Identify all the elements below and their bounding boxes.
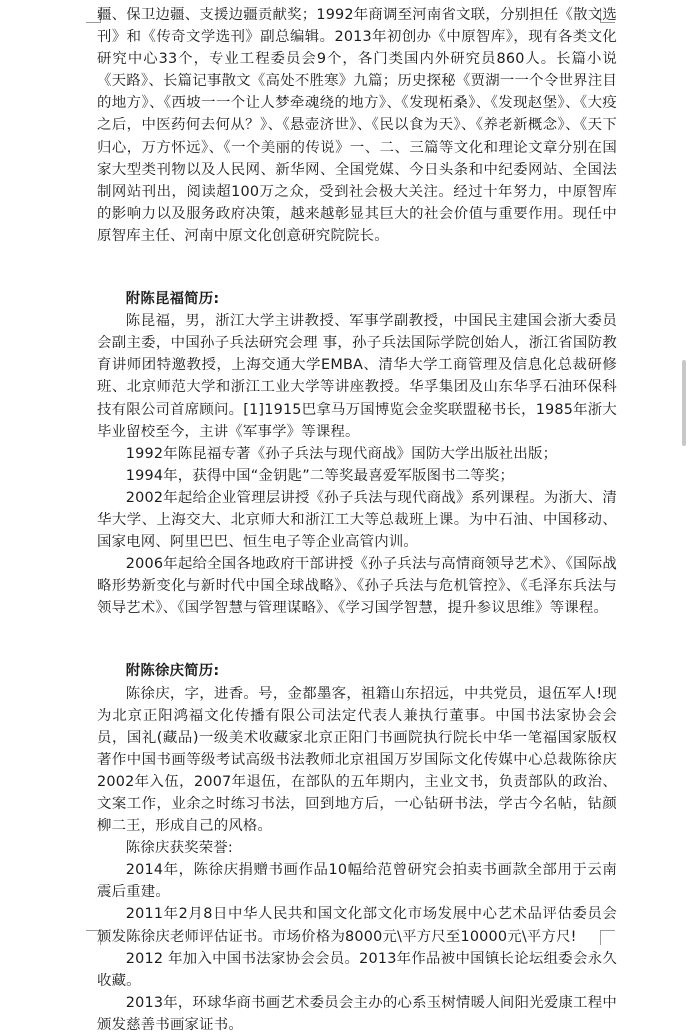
chen-xuqing-paragraph: 陈徐庆，字，进香。号，金都墨客，祖籍山东招远，中共党员，退伍军人!现为北京正阳鸿福文化传播有限公司法定代表人兼执行董事。中国书法家协会会员，国礼(藏品)一级美术收藏家北京正阳门书画院执行院长中华一笔福国家版权著作中国书画等级考试高级书法教师北京祖国万岁国际文化传媒中心总裁陈徐庆2002年入伍，2007年退伍，在部队的五年期内，主业文书，负责部队的政治、文案工作，业余之时练习书法，回到地方后，一心钻研书法，学古今名帖，钻颜柳二王，形成自己的风格。 (97, 685, 617, 835)
section-title-chen-xuqing: 附陈徐庆简历: (125, 663, 220, 680)
chen-kunfu-paragraph: 陈昆福，男，浙江大学主讲教授、军事学副教授，中国民主建国会浙大委员会副主委，中国孙子兵法研究会理 事，孙子兵法国际学院创始人，浙江省国防教育讲师团特邀教授，上海交通大学EMBA、清华大学工商管理及信息化总裁研修班、北京师范大学和浙江工业大学等讲座教授。华孚集团及山东华孚石油环保科技有限公司首席顾问。[1]1915巴拿马万国博览会金奖联盟秘书长，1985年浙大毕业留校至今，主讲《军事学》等课程。 (97, 313, 617, 440)
chen-kunfu-paragraph: 1992年陈昆福专著《孙子兵法与现代商战》国防大学出版社出版； (125, 445, 558, 462)
document-body (97, 4, 617, 1036)
section-spacer (97, 619, 617, 641)
chen-xuqing-paragraph: 2013年，环球华商书画艺术委员会主办的心系玉树情暖人间阳光爱康工程中颁发慈善书画家证书。 (97, 994, 617, 1033)
section-spacer (97, 641, 617, 660)
vertical-scrollbar[interactable] (682, 360, 686, 446)
chen-kunfu-paragraph: 2002年起给企业管理层讲授《孙子兵法与现代商战》系列课程。为浙大、清华大学、上海交大、北京师大和浙江工大等总裁班上课。为中石油、中国移动、国家电网、阿里巴巴、恒生电子等企业高管内训。 (97, 489, 617, 551)
intro-paragraph: 疆、保卫边疆、支援边疆贡献奖；1992年商调至河南省文联，分别担任《散文选刊》和《传奇文学选刊》副总编辑。2013年初创办《中原智库》，现有各类文化研究中心33个，专业工程委员会9个，各门类国内外研究员860人。长篇小说《天路》、长篇记事散文《高处不胜寒》九篇；历史探秘《贾湖一一个令世界注目的地方》、《西坡一一个让人梦牵魂绕的地方》、《发现柘桑》、《发现赵堡》、《大疫之后，中医药何去何从？》、《悬壶济世》、《民以食为天》、《养老新概念》、《天下归心，万方怀远》、《一个美丽的传说》一、二、三篇等文化和理论文章分别在国家大型类刊物以及人民网、新华网、全国党媒、今日头条和中纪委网站、全国法制网站刊出，阅读超100万之众，受到社会极大关注。经过十年努力，中原智库的影响力以及服务政府决策，越来越彰显其巨大的社会价值与重要作用。现任中原智库主任、河南中原文化创意研究院院长。 (97, 7, 617, 244)
section-spacer (97, 247, 617, 269)
chen-xuqing-paragraph: 2011年2月8日中华人民共和国文化部文化市场发展中心艺术品评估委员会颁发陈徐庆老师评估证书。市场价格为8000元\平方尺至10000元\平方尺! (97, 906, 617, 945)
chen-xuqing-paragraph: 2014年，陈徐庆捐赠书画作品10幅给范曾研究会拍卖书画款全部用于云南震后重建。 (97, 862, 617, 901)
chen-xuqing-paragraph: 2012 年加入中国书法家协会会员。2013年作品被中国镇长论坛组委会永久收藏。 (97, 950, 617, 989)
chen-kunfu-paragraph: 1994年，获得中国“金钥匙”二等奖最喜爱军版图书二等奖； (125, 467, 515, 484)
section-spacer (97, 269, 617, 288)
chen-kunfu-paragraph: 2006年起给全国各地政府干部讲授《孙子兵法与高情商领导艺术》、《国际战略形势新变化与新时代中国全球战略》、《孙子兵法与危机管控》、《毛泽东兵法与领导艺术》、《国学智慧与管理谋略》、《学习国学智慧，提升参议思维》等课程。 (97, 556, 617, 617)
chen-xuqing-paragraph: 陈徐庆获奖荣誉: (125, 840, 233, 857)
section-title-chen-kunfu: 附陈昆福简历: (125, 291, 220, 308)
